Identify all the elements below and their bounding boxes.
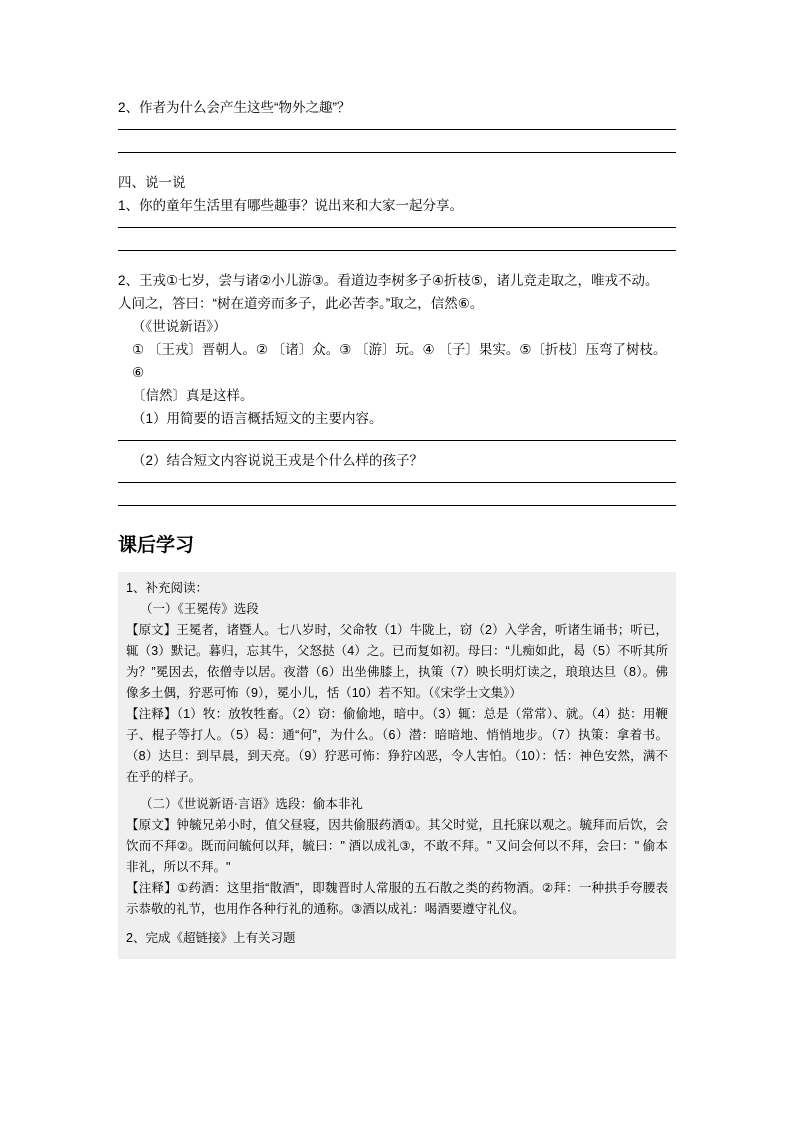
section-four-question-2-line-1: 2、王戎①七岁，尝与诸②小儿游③。看道边李树多子④折枝⑤，诸儿竞走取之，唯戎不动。 [118, 273, 659, 288]
passage-source: （《世说新语》） [132, 319, 227, 334]
answer-lines-sub1 [118, 440, 676, 441]
answer-line [118, 482, 676, 483]
section-four-heading: 四、说一说 [118, 175, 186, 190]
reading-two-title: （二）《世说新语·言语》选段：偷本非礼 [140, 797, 363, 811]
section-four-question-1: 1、你的童年生活里有哪些趣事？说出来和大家一起分享。 [118, 198, 464, 213]
reading-one-text: 【原文】王冕者，诸暨人。七八岁时，父命牧（1）牛陇上，窃（2）入学舍，听诸生诵书；听已，辄（3）默记。暮归，忘其牛，父怒挞（4）之。已而复如初。母曰：“儿痴如此，曷（5）不听其所为？”冕因去，依僧寺以居。夜潜（6）出坐佛膝上，执策（7）映长明灯读之，琅琅达旦（8）。佛像多土偶，狞恶可怖（9），冕小儿，恬（10）若不知。（《宋学士文集》） [126, 623, 668, 700]
spacer [118, 506, 676, 532]
after-class-heading: 课后学习 [118, 535, 195, 556]
reading-two-text: 【原文】钟毓兄弟小时，值父昼寝，因共偷服药酒①。其父时觉，且托寐以观之。毓拜而后饮，会饮而不拜②。既而问毓何以拜，毓曰：" 酒以成礼③，不敢不拜。" 又问会何以不拜，会曰：" 偷本非礼，所以不拜。" [126, 818, 668, 874]
section-four-question-2-line-2: 人问之，答曰：“树在道旁而多子，此必苦李。”取之，信然⑥。 [118, 296, 484, 311]
answer-line [118, 440, 676, 441]
reading-one-title: （一）《王冕传》选段 [140, 602, 259, 616]
answer-line [118, 227, 676, 228]
after-class-shaded-block [118, 572, 676, 959]
spacer [118, 251, 676, 269]
question-2-prompt: 2、作者为什么会产生这些“物外之趣”？ [118, 100, 351, 115]
passage-notes-line-1: ① 〔王戎〕晋朝人。② 〔诸〕众。③ 〔游〕玩。④ 〔子〕果实。⑤〔折枝〕压弯了树枝。⑥ [132, 342, 667, 380]
answer-lines-s4q1 [118, 227, 676, 251]
section-four-question-2-sub-1: （1）用简要的语言概括短文的主要内容。 [132, 411, 383, 426]
answer-line [118, 152, 676, 153]
after-class-item-1: 1、补充阅读： [126, 581, 208, 595]
answer-lines-q2 [118, 129, 676, 153]
reading-one-notes: 【注释】（1）牧：放牧牲畜。（2）窃：偷偷地，暗中。（3）辄：总是（常常）、就。（4）挞：用鞭子、棍子等打人。（5）曷：通“何”，为什么。（6）潜：暗暗地、悄悄地步。（7）执策：拿着书。（8）达旦：到早晨，到天亮。（9）狞恶可怖：狰狞凶恶，令人害怕。（10）：恬：神色安然，满不在乎的样子。 [126, 707, 668, 784]
answer-lines-sub2 [118, 482, 676, 506]
reading-two-notes: 【注释】①药酒：这里指“散酒”，即魏晋时人常服的五石散之类的药物酒。②拜：一种拱手夸腰表示恭敬的礼节，也用作各种行礼的通称。③酒以成礼：喝酒要遵守礼仪。 [126, 881, 668, 916]
document-content [118, 96, 676, 959]
answer-line [118, 129, 676, 130]
section-four-question-2-sub-2: （2）结合短文内容说说王戎是个什么样的孩子？ [132, 453, 424, 468]
after-class-item-2: 2、完成《超链接》上有关习题 [126, 931, 296, 945]
passage-notes-line-2: 〔信然〕真是这样。 [132, 388, 254, 403]
